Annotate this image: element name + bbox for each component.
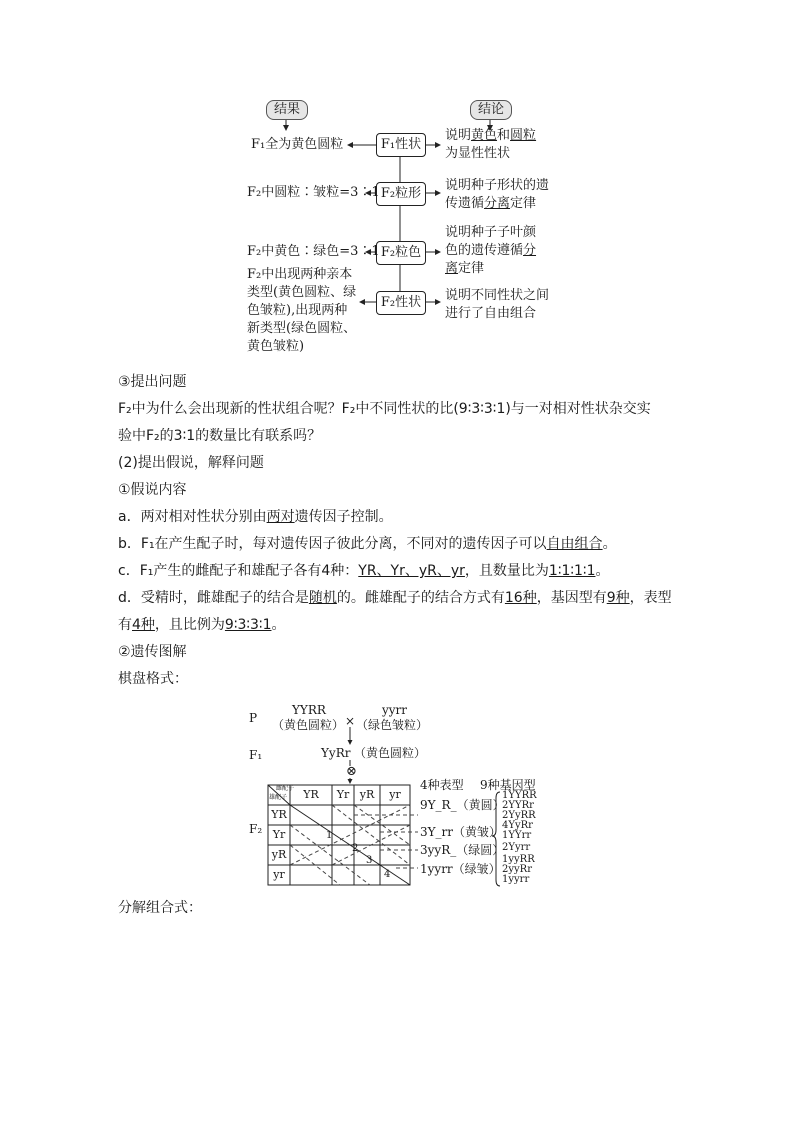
corner-header-female: 雌配子 [276, 785, 295, 792]
genotype-item: 1YYRR [502, 790, 537, 801]
genotype-item: 1yyrr [502, 874, 530, 885]
genotype-item: 2YYRr [502, 800, 534, 811]
result-f2-trait-line1: F₂中出现两种亲本 [247, 267, 353, 282]
hypothesis-a-p2: 遗传因子控制。 [294, 509, 393, 525]
hypothesis-d2-answer1: 4种 [132, 617, 155, 633]
genotype-item: 1yyRR [502, 854, 535, 865]
col-gamete-Yr: Yr [336, 788, 350, 801]
section-genetic-diagram-title: ②遗传图解 [118, 644, 187, 660]
row-gamete-Yr: Yr [272, 828, 286, 841]
conclusion-f2-shape-line2: 传遗循分离定律 [445, 196, 537, 211]
section-raise-question-title: ③提出问题 [118, 374, 187, 390]
conclusion-f2-trait-line2: 进行了自由组合 [445, 306, 537, 321]
phenotype-green-round: 3yyR_（绿圆） [420, 843, 505, 857]
hypothesis-d2-p3: 。 [271, 617, 286, 633]
row-gamete-yr: yr [273, 868, 285, 881]
col-gamete-YR: YR [303, 788, 319, 801]
decompose-title: 分解组合式： [118, 900, 202, 916]
hypothesis-d-p3: ，基因型有 [536, 590, 607, 606]
corner-header-male: 雄配子 [269, 794, 288, 801]
node-f2-shape: F₂粒形 [376, 182, 426, 206]
question-line1: F₂中为什么会出现新的性状组合呢？F₂中不同性状的比(9∶3∶3∶1)与一对相对性状杂交实 [118, 401, 651, 417]
hypothesis-d-answer1: 随机 [308, 590, 337, 606]
col-gamete-yr: yr [389, 788, 401, 801]
conclusion-f2-trait-line1: 说明不同性状之间 [445, 288, 550, 303]
node-f2-color: F₂粒色 [376, 241, 426, 265]
self-cross-symbol: ⊗ [346, 764, 357, 779]
section-hypothesis-title: (2)提出假说，解释问题 [118, 455, 264, 471]
conclusion-f2-shape-line1: 说明种子形状的遗 [445, 178, 550, 193]
cell-mark-3: 3 [366, 855, 373, 866]
hypothesis-d-p1: d．受精时，雌雄配子的结合是 [118, 590, 309, 606]
f1-label: F₁ [249, 748, 263, 762]
conclusion-f2-color-line3: 离定律 [445, 261, 485, 276]
question-line2: 验中F₂的3∶1的数量比有联系吗？ [118, 428, 322, 444]
phenotype-yellow-round: 9Y_R_（黄圆） [420, 798, 505, 812]
conclusion-f2-color-line2: 色的遗传遵循分 [445, 243, 537, 258]
conclusion-tag: 结论 [470, 100, 512, 120]
hypothesis-c-p2: ，且数量比为 [464, 563, 549, 579]
parent1-phenotype: （黄色圆粒） [272, 718, 345, 732]
f1-genotype: YyRr [321, 746, 351, 760]
parent2-phenotype: （绿色皱粒） [356, 718, 429, 732]
conclusion-f2-color-line1: 说明种子子叶颜 [445, 225, 537, 240]
hypothesis-c-p3: 。 [595, 563, 610, 579]
genotype-item: 2YyRR [502, 810, 536, 821]
p-label: P [249, 711, 258, 725]
hypothesis-d-p2: 的。雌雄配子的结合方式有 [336, 590, 505, 606]
result-f1: F₁全为黄色圆粒 [251, 137, 344, 152]
result-tag: 结果 [266, 100, 308, 120]
genotype-item: 2yyRr [502, 864, 532, 875]
cell-mark-2: 2 [352, 843, 359, 854]
hypothesis-d-p4: ，表型 [629, 590, 672, 606]
result-f2-trait-line4: 新类型(绿色圆粒、 [247, 321, 357, 336]
phenotype-yellow-wrinkled: 3Y_rr（黄皱） [420, 825, 502, 839]
hypothesis-c-answer1: YR、Yr、yR、yr [358, 563, 465, 579]
genotype-item: 1YYrr [502, 830, 532, 841]
result-f2-trait-line3: 色皱粒),出现两种 [247, 303, 348, 318]
cross-symbol: × [345, 714, 356, 728]
hypothesis-a-p1: a．两对相对性状分别由 [118, 509, 267, 525]
hypothesis-d2-p2: ，且比例为 [154, 617, 225, 633]
chessboard-title: 棋盘格式： [118, 671, 188, 687]
parent2-genotype: yyrr [382, 703, 408, 717]
section-hypothesis-content-title: ①假说内容 [118, 482, 187, 498]
genotype-item: 2Yyrr [502, 842, 531, 853]
parent1-genotype: YYRR [292, 703, 326, 717]
result-f2-color: F₂中黄色∶绿色=3∶1 [247, 244, 380, 259]
hypothesis-c-p1: c．F₁产生的雌配子和雄配子各有4种： [118, 563, 359, 579]
genotype-header: 9种基因型 [480, 778, 536, 792]
hypothesis-b-answer: 自由组合 [546, 536, 603, 552]
conclusion-f1-line2: 为显性性状 [445, 146, 511, 161]
hypothesis-a-answer: 两对 [266, 509, 295, 525]
genotype-item: 4YyRr [502, 820, 533, 831]
col-gamete-yR: yR [359, 788, 375, 801]
hypothesis-d2-answer2: 9∶3∶3∶1 [224, 617, 272, 633]
hypothesis-c-answer2: 1∶1∶1∶1 [548, 563, 596, 579]
node-f1-trait: F₁性状 [376, 133, 426, 157]
hypothesis-d-answer2: 16种 [504, 590, 537, 606]
cell-mark-1: 1 [326, 830, 333, 841]
conclusion-f1-text: 说明黄色和圆粒 [445, 128, 537, 143]
phenotype-header: 4种表型 [420, 778, 464, 792]
result-f2-shape: F₂中圆粒∶皱粒=3∶1 [247, 185, 380, 200]
phenotype-green-wrinkled: 1yyrr（绿皱） [420, 862, 501, 876]
f1-phenotype: （黄色圆粒） [354, 746, 427, 760]
hypothesis-d-answer3: 9种 [606, 590, 630, 606]
hypothesis-b-p2: 。 [602, 536, 617, 552]
row-gamete-yR: yR [271, 848, 287, 861]
result-f2-trait-line2: 类型(黄色圆粒、绿 [247, 285, 357, 300]
row-gamete-YR: YR [271, 808, 287, 821]
cell-mark-4: 4 [384, 869, 391, 880]
node-f2-trait: F₂性状 [376, 291, 426, 315]
result-f2-trait-line5: 黄色皱粒) [247, 339, 305, 354]
hypothesis-d2-p1: 有 [118, 617, 132, 633]
f2-label: F₂ [249, 822, 263, 836]
hypothesis-b-p1: b．F₁在产生配子时，每对遗传因子彼此分离，不同对的遗传因子可以 [118, 536, 547, 552]
